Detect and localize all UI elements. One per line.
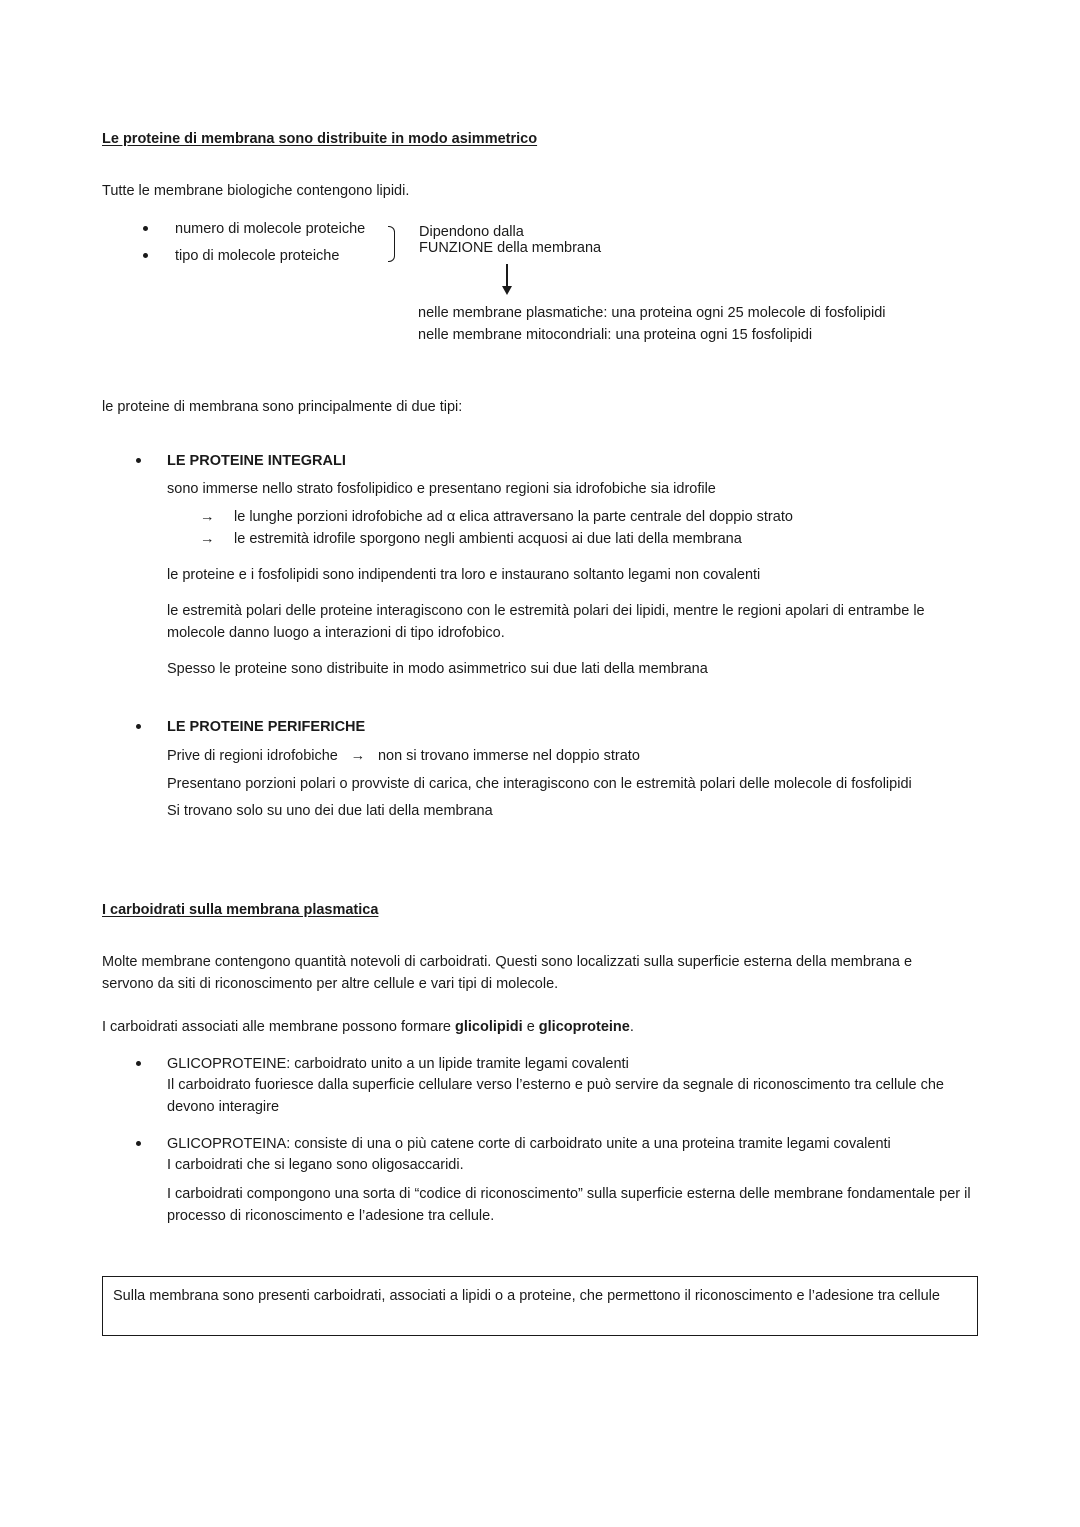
peripheral-line-1-b: non si trovano immerse nel doppio strato [377, 748, 640, 764]
curly-brace-icon [388, 226, 395, 262]
integral-para-3: Spesso le proteine sono distribuite in modo asimmetrico sui due lati della membrana [167, 661, 708, 677]
plasma-membrane-ratio: nelle membrane plasmatiche: una proteina ogni 25 molecole di fosfolipidi [418, 305, 886, 321]
right-arrow-icon: → [200, 509, 215, 525]
integral-para-2: le estremità polari delle proteine interagiscono con le estremità polari dei lipidi, mentre le regioni apolari di entrambe le molecole danno luogo a interazioni di tipo idrofobico. [167, 603, 925, 641]
para2-text: e [522, 1019, 539, 1035]
integral-arrow-item-2 [200, 529, 742, 551]
arrow-item-text: le estremità idrofile sporgono negli ambienti acquosi ai due lati della membrana [234, 531, 742, 547]
peripheral-line-1-a: Prive di regioni idrofobiche [167, 748, 338, 764]
para2-text: . [629, 1019, 634, 1035]
bullet-number-proteins: numero di molecole proteiche [175, 221, 366, 237]
para2-text: I carboidrati associati alle membrane possono formare [102, 1019, 455, 1035]
bullet-dot [136, 1141, 141, 1146]
integral-arrow-item-1 [200, 507, 793, 529]
mito-membrane-ratio: nelle membrane mitocondriali: una proteina ogni 15 fosfolipidi [418, 327, 813, 343]
depends-label-line1: Dipendono dalla [419, 224, 524, 240]
integral-desc: sono immerse nello strato fosfolipidico e presentano regioni sia idrofobiche sia idrofile [167, 481, 716, 497]
bullet-dot [136, 724, 141, 729]
glyco-bullet-2-line-2: I carboidrati che si legano sono oligosaccaridi. [167, 1157, 464, 1173]
down-arrow-head-icon [502, 286, 512, 295]
right-arrow-icon: → [200, 531, 215, 547]
glycoproteins-term: glicoproteine [538, 1019, 630, 1035]
glycolipids-term: glicolipidi [455, 1019, 523, 1035]
bullet-dot [143, 226, 148, 231]
integral-title: LE PROTEINE INTEGRALI [167, 453, 346, 469]
intro-text: Tutte le membrane biologiche contengono lipidi. [102, 183, 410, 199]
peripheral-title: LE PROTEINE PERIFERICHE [167, 719, 366, 735]
glyco-bullet-2-line-1: GLICOPROTEINA: consiste di una o più catene corte di carboidrato unite a una proteina tramite legami covalenti [167, 1136, 891, 1152]
arrow-item-text: le lunghe porzioni idrofobiche ad α elica attraversano la parte centrale del doppio strato [234, 509, 793, 525]
section-heading-carbohydrates: I carboidrati sulla membrana plasmatica [102, 902, 379, 918]
summary-box: Sulla membrana sono presenti carboidrati, associati a lipidi o a proteine, che permettono il riconoscimento e l’adesione tra cellule [102, 1276, 978, 1336]
glyco-bullet-1-line-2: Il carboidrato fuoriesce dalla superficie cellulare verso l’esterno e può servire da segnale di riconoscimento tra cellule che devono interagire [167, 1077, 944, 1115]
types-intro: le proteine di membrana sono principalmente di due tipi: [102, 399, 463, 415]
peripheral-line-3: Si trovano solo su uno dei due lati della membrana [167, 803, 493, 819]
glyco-bullet-2-line-3: I carboidrati compongono una sorta di “codice di riconoscimento” sulla superficie esterna delle membrane fondamentale per il processo di riconoscimento e l’adesione tra cellule. [167, 1186, 971, 1224]
peripheral-line-2: Presentano porzioni polari o provviste di carica, che interagiscono con le estremità polari delle molecole di fosfolipidi [167, 776, 912, 792]
bullet-dot [136, 458, 141, 463]
section-heading-proteins: Le proteine di membrana sono distribuite in modo asimmetrico [102, 131, 538, 147]
glyco-bullet-1-line-1: GLICOPROTEINE: carboidrato unito a un lipide tramite legami covalenti [167, 1056, 629, 1072]
down-arrow-icon [506, 264, 508, 286]
carbohydrates-para-2 [102, 1017, 634, 1039]
right-arrow-icon: → [350, 748, 366, 764]
bullet-type-proteins: tipo di molecole proteiche [175, 248, 340, 264]
integral-para-1: le proteine e i fosfolipidi sono indipendenti tra loro e instaurano soltanto legami non covalenti [167, 567, 761, 583]
bullet-dot [143, 253, 148, 258]
peripheral-line-1 [167, 746, 640, 768]
bullet-dot [136, 1061, 141, 1066]
depends-label-line2: FUNZIONE della membrana [419, 240, 602, 256]
carbohydrates-para-1: Molte membrane contengono quantità notevoli di carboidrati. Questi sono localizzati sulla superficie esterna della membrana e servono da siti di riconoscimento per altre cellule e vari tipi di molecole. [102, 954, 913, 992]
